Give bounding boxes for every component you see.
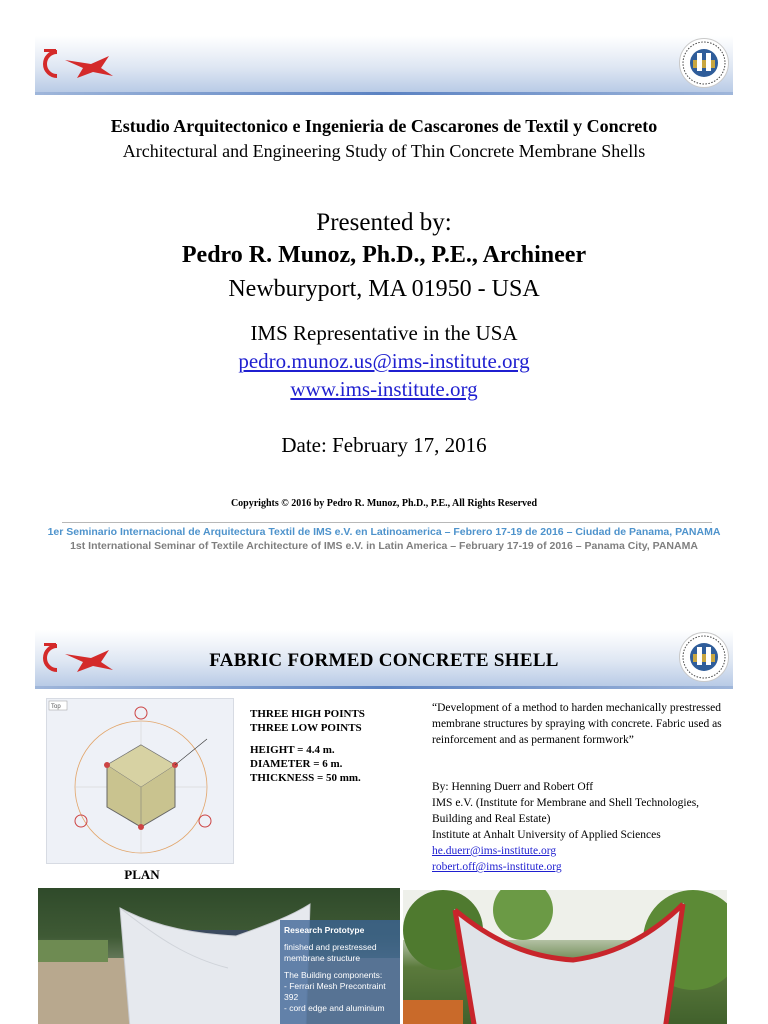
- institute-line: IMS e.V. (Institute for Membrane and Shell Technologies, Building and Real Estate): [432, 797, 700, 825]
- title-english: Architectural and Engineering Study of Thin Concrete Membrane Shells: [122, 141, 646, 161]
- university-seal-icon: [679, 38, 729, 88]
- spec-line: DIAMETER = 6 m.: [250, 758, 343, 770]
- ims-logo-icon: [39, 46, 117, 82]
- project-quote: “Development of a method to harden mechanically prestressed membrane structures by spraying with concrete. Fabric used as reinforcement and as permanent formwork”: [432, 702, 722, 746]
- slide-title: FABRIC FORMED CONCRETE SHELL: [209, 650, 559, 671]
- prototype-item: - Ferrari Mesh Precontraint 392: [284, 981, 386, 1002]
- spec-line: THREE HIGH POINTS: [250, 708, 365, 720]
- prototype-desc: finished and prestressed membrane structure: [284, 942, 377, 963]
- email-link[interactable]: robert.off@ims-institute.org: [432, 861, 562, 873]
- title-spanish: Estudio Arquitectonico e Ingenieria de Cascarones de Textil y Concreto: [110, 116, 658, 136]
- presented-by: Presented by:: [316, 209, 452, 236]
- authors-line: By: Henning Duerr and Robert Off: [432, 781, 594, 793]
- authors-block: [432, 779, 742, 875]
- email-link[interactable]: he.duerr@ims-institute.org: [432, 845, 557, 857]
- shell-slide: [0, 620, 768, 1024]
- email-link[interactable]: pedro.munoz.us@ims-institute.org: [238, 349, 530, 373]
- presenter-location: Newburyport, MA 01950 - USA: [228, 276, 540, 302]
- presentation-date: Date: February 17, 2016: [281, 433, 487, 457]
- slide-header: [35, 36, 733, 92]
- prototype-info-box: [280, 920, 400, 1024]
- plan-caption: PLAN: [124, 867, 160, 882]
- view-label: Top: [51, 704, 61, 710]
- website-link[interactable]: www.ims-institute.org: [290, 377, 478, 401]
- spec-line: THICKNESS = 50 mm.: [250, 772, 361, 784]
- prototype-title: Research Prototype: [284, 925, 365, 935]
- presenter-role: IMS Representative in the USA: [250, 321, 518, 345]
- divider: [62, 522, 712, 523]
- institute-line: Institute at Anhalt University of Applied Sciences: [432, 829, 661, 841]
- shell-specs: [250, 707, 365, 785]
- seminar-english: 1st International Seminar of Textile Architecture of IMS e.V. in Latin America – February 17-19 of 2016 – Panama City, PANAMA: [70, 540, 698, 552]
- prototype-photo: [38, 888, 400, 1024]
- seminar-spanish: 1er Seminario Internacional de Arquitectura Textil de IMS e.V. en Latinoamerica – Febrero 17-19 de 2016 – Ciudad de Panama, PANAMA: [47, 526, 721, 538]
- spec-line: HEIGHT = 4.4 m.: [250, 744, 335, 756]
- spec-line: THREE LOW POINTS: [250, 722, 362, 734]
- copyright-notice: Copyrights © 2016 by Pedro R. Munoz, Ph.D., P.E., All Rights Reserved: [230, 498, 538, 509]
- presenter-name: Pedro R. Munoz, Ph.D., P.E., Archineer: [181, 242, 587, 268]
- prototype-components-title: The Building components:: [284, 970, 383, 980]
- prototype-item: - cord edge and aluminium: [284, 1003, 385, 1013]
- shell-photo: [403, 890, 727, 1024]
- plan-drawing: [46, 698, 234, 864]
